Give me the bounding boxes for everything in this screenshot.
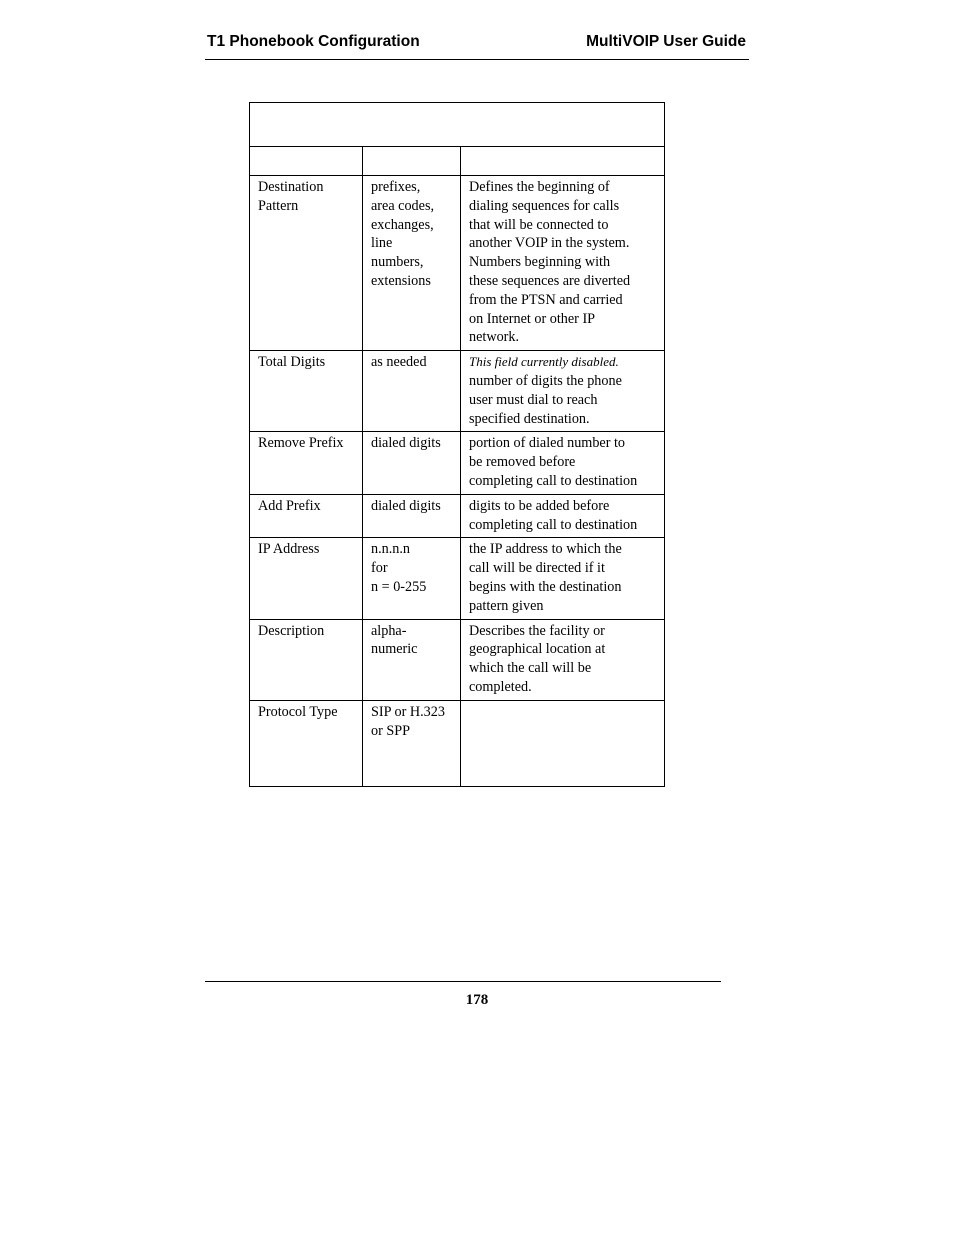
field-name-cell <box>250 432 363 494</box>
field-description-line: digits to be added before <box>469 497 610 514</box>
field-values-cell <box>363 351 461 432</box>
page-number: 178 <box>465 992 489 1008</box>
field-description-line: from the PTSN and carried <box>469 291 623 308</box>
field-description-line: completed. <box>469 678 532 695</box>
field-values-line: n.n.n.n <box>371 541 411 558</box>
field-name-cell <box>250 494 363 538</box>
field-description-line: specified destination. <box>469 410 590 427</box>
field-description-line: Describes the facility or <box>469 622 605 639</box>
running-header-section: T1 Phonebook Configuration <box>207 33 420 50</box>
field-name-line: Total Digits <box>258 354 326 371</box>
field-description-cell <box>461 432 665 494</box>
field-name-cell <box>250 619 363 700</box>
field-values-line: extensions <box>371 272 431 289</box>
field-name-cell <box>250 538 363 619</box>
field-description-line: completing call to destination <box>469 472 638 489</box>
field-name-line: Pattern <box>258 197 299 214</box>
field-description-line: geographical location at <box>469 641 606 658</box>
field-description-line: dialing sequences for calls <box>469 197 620 214</box>
table-row <box>250 538 665 619</box>
table-row <box>250 700 665 786</box>
field-description-line: network. <box>469 329 520 346</box>
table-title-row <box>250 103 665 147</box>
footer-divider <box>205 981 721 982</box>
field-name-line: IP Address <box>258 541 320 558</box>
field-values-line: line <box>371 235 393 252</box>
field-description-line: that will be connected to <box>469 216 609 233</box>
field-description-line: Numbers beginning with <box>469 254 611 271</box>
field-description-line: pattern given <box>469 597 544 614</box>
field-values-line: exchanges, <box>371 216 434 233</box>
field-description-line: another VOIP in the system. <box>469 235 630 252</box>
table-row <box>250 619 665 700</box>
field-values-cell <box>363 538 461 619</box>
field-description-line: number of digits the phone <box>469 372 622 389</box>
field-values-line: as needed <box>371 354 427 371</box>
field-name-cell <box>250 700 363 786</box>
field-values-line: for <box>371 560 388 577</box>
field-name-line: Remove Prefix <box>258 435 344 452</box>
field-description-line: begins with the destination <box>469 578 622 595</box>
field-description-line: be removed before <box>469 454 576 471</box>
field-description-line: portion of dialed number to <box>469 435 626 452</box>
disabled-note: This field currently disabled. <box>469 354 619 370</box>
field-values-cell <box>363 432 461 494</box>
field-values-line: dialed digits <box>371 497 441 514</box>
field-name-line: Protocol Type <box>258 703 338 720</box>
field-description-line: user must dial to reach <box>469 391 598 408</box>
field-values-cell <box>363 700 461 786</box>
table-title <box>250 103 665 147</box>
field-description-cell <box>461 538 665 619</box>
field-description-line: the IP address to which the <box>469 541 622 558</box>
running-header-book-title: MultiVOIP User Guide <box>586 33 746 50</box>
column-header <box>363 147 461 176</box>
field-name-line: Destination <box>258 179 324 195</box>
field-values-line: n = 0-255 <box>371 578 427 595</box>
field-values-line: numbers, <box>371 254 424 271</box>
field-description-line: Defines the beginning of <box>469 179 610 195</box>
field-values-line: or SPP <box>371 722 411 739</box>
field-description-cell <box>461 494 665 538</box>
table-header-row <box>250 147 665 176</box>
field-values-line: numeric <box>371 641 418 658</box>
field-description-cell <box>461 619 665 700</box>
header-divider <box>205 59 749 60</box>
field-description-cell <box>461 351 665 432</box>
field-name-line: Description <box>258 622 325 639</box>
field-values-cell <box>363 176 461 351</box>
phonebook-fields-table <box>249 102 665 787</box>
column-header <box>461 147 665 176</box>
table-row <box>250 351 665 432</box>
field-description-cell <box>461 700 665 786</box>
table-row <box>250 494 665 538</box>
field-name-line: Add Prefix <box>258 497 321 514</box>
field-values-line: dialed digits <box>371 435 441 452</box>
field-name-cell <box>250 351 363 432</box>
table-row <box>250 176 665 351</box>
field-description-cell <box>461 176 665 351</box>
field-description-line: on Internet or other IP <box>469 310 596 327</box>
column-header <box>250 147 363 176</box>
field-values-cell <box>363 494 461 538</box>
field-values-line: area codes, <box>371 197 435 214</box>
field-name-cell <box>250 176 363 351</box>
table-row <box>250 432 665 494</box>
field-description-line: which the call will be <box>469 660 592 677</box>
field-values-cell <box>363 619 461 700</box>
field-values-line: alpha- <box>371 622 407 639</box>
field-description-line: call will be directed if it <box>469 560 605 577</box>
field-description-line: completing call to destination <box>469 516 638 533</box>
field-values-line: SIP or H.323 <box>371 703 445 720</box>
field-description-line: these sequences are diverted <box>469 272 631 289</box>
field-values-line: prefixes, <box>371 179 421 195</box>
